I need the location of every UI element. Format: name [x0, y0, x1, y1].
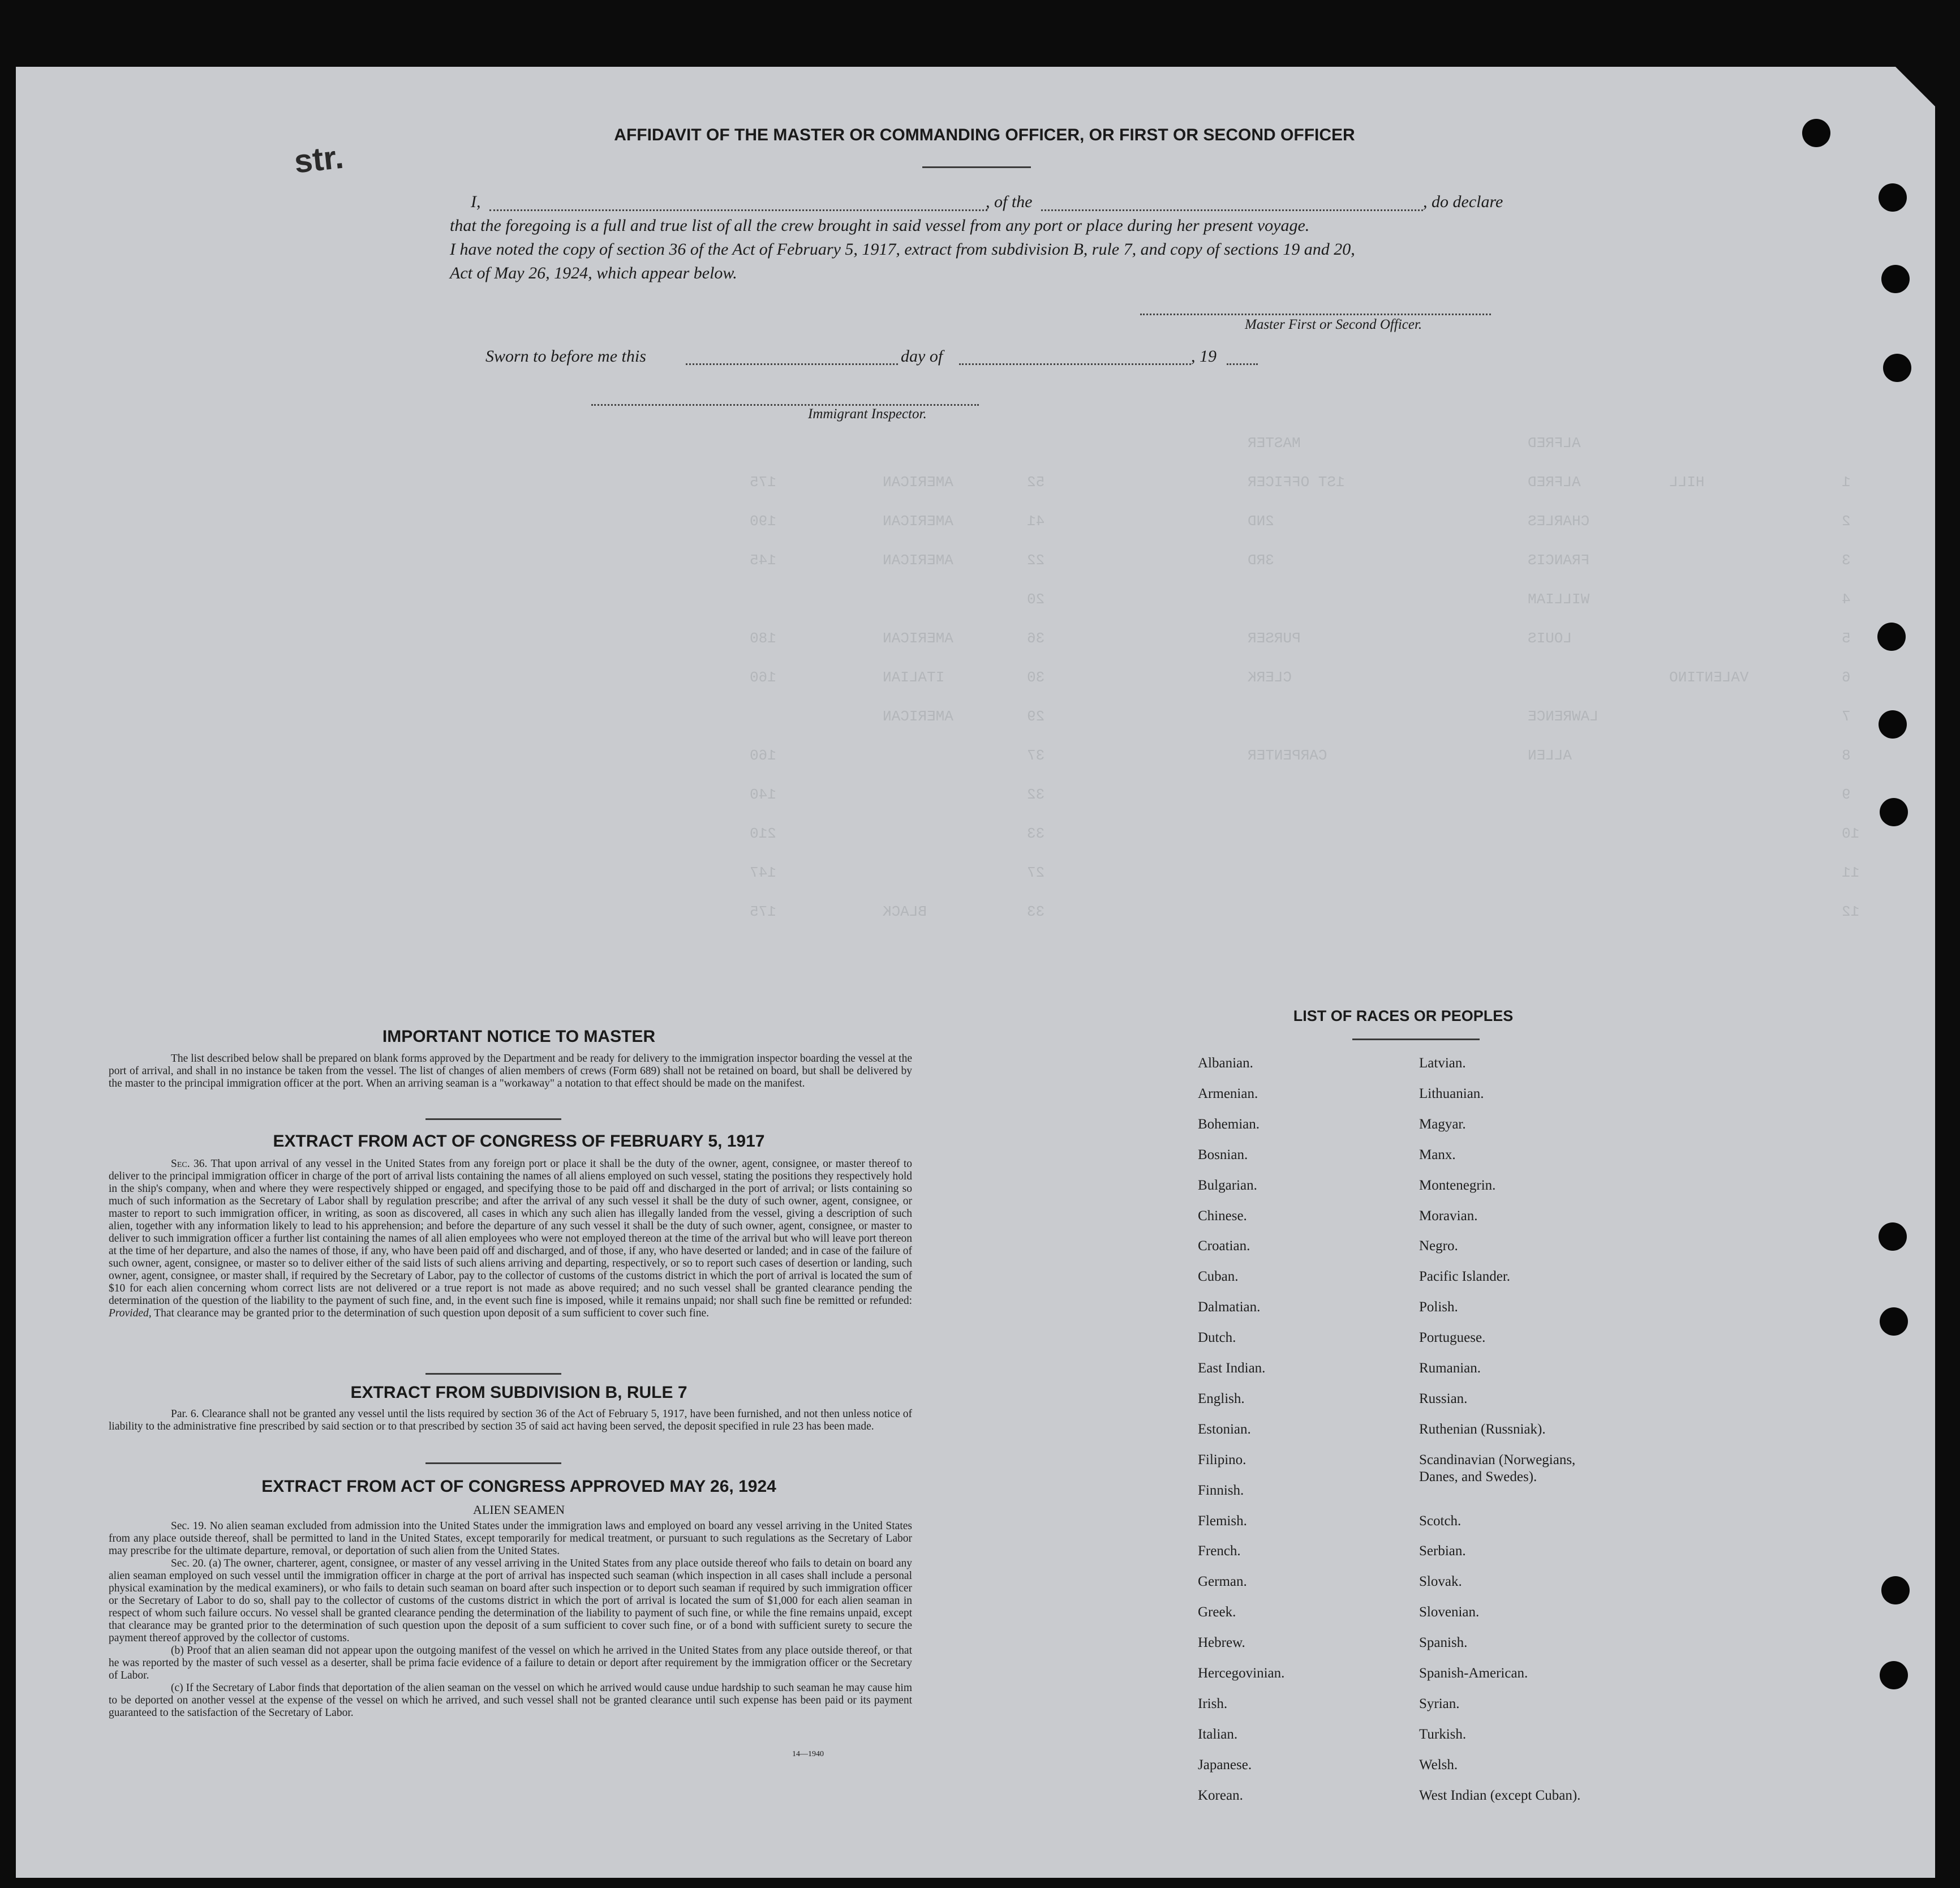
- day-of-label: day of: [901, 347, 943, 366]
- punch-hole-6: [1879, 710, 1907, 739]
- race-left-item: Filipino.: [1198, 1452, 1247, 1468]
- page-corner: [1895, 67, 1958, 129]
- bleed-cell-wt: 175: [750, 474, 776, 491]
- bleed-cell-given: WILLIAM: [1528, 591, 1590, 608]
- bleed-cell-rank: 1ST OFFICER: [1248, 474, 1345, 491]
- race-right-item: Latvian.: [1419, 1055, 1466, 1071]
- race-left-item: Irish.: [1198, 1696, 1228, 1711]
- punch-hole-5: [1877, 623, 1906, 651]
- punch-hole-4: [1883, 354, 1911, 382]
- inspector-signature-line[interactable]: [591, 404, 979, 406]
- race-right-item: Lithuanian.: [1419, 1085, 1484, 1101]
- inspector-label: Immigrant Inspector.: [808, 406, 927, 422]
- rule7-title: EXTRACT FROM SUBDIVISION B, RULE 7: [350, 1383, 687, 1402]
- race-left-item: Bosnian.: [1198, 1147, 1248, 1162]
- bleed-cell-nat: BLACK: [883, 903, 927, 920]
- race-right-item: Montenegrin.: [1419, 1177, 1496, 1193]
- extract-1924-sec19: Sec. 19. No alien seaman excluded from admission into the United States under the immigration laws and employed on board any vessel arriving in the United States from any place outside thereof, shall be permitted to land in the United States, except temporarily for medical treatment, or pursuant to such regulations as the Secretary of Labor may prescribe for the ultimate departure, removal, or deportation of such alien from the United States.: [109, 1520, 912, 1557]
- race-left-item: Korean.: [1198, 1787, 1243, 1803]
- form-number: 14—1940: [792, 1750, 824, 1758]
- extract-1917-body: [109, 1158, 912, 1320]
- extract-1917-proviso-word: Provided,: [109, 1307, 152, 1319]
- bleed-cell-age: 30: [1027, 669, 1045, 686]
- race-left-item: Hebrew.: [1198, 1635, 1245, 1651]
- extract-1924-title: EXTRACT FROM ACT OF CONGRESS APPROVED MAY 26, 1924: [261, 1477, 776, 1496]
- bleed-cell-no: 8: [1842, 747, 1851, 764]
- race-left-item: Armenian.: [1198, 1085, 1258, 1101]
- punch-hole-10: [1881, 1576, 1910, 1604]
- bleed-cell-age: 33: [1027, 825, 1045, 842]
- extract-1917-text: That upon arrival of any vessel in the United States from any foreign port or place it shall be the duty of the owner, agent, consignee, or master thereof to deliver to the principal immigration officer in charge of the port of arrival lists containing the names of all aliens employed on such vessel, stating the positions they respectively hold in the ship's company, when and where they were respectively shipped or engaged, and specifying those to be paid off and discharged in the port of arrival; or lists containing so much of such information as the Secretary of Labor shall by regulation prescribe; and after the arrival of any such vessel it shall be the duty of such owner, agent, consignee, or master to report to such immigration officer, in writing, as soon as discovered, all cases in which any such alien has illegally landed from the vessel, giving a description of such alien, together with any information likely to lead to his apprehension; and before the departure of any such vessel it shall be the duty of such owner, agent, consignee, or master to deliver to such immigration officer a further list containing the names of all alien employees who were not employed thereon at the time of the arrival but who will leave port thereon at the time of her departure, and also the names of those, if any, who have been paid off and discharged, and of those, if any, who have deserted or landed; and in case of the failure of such owner, agent, consignee, or master so to deliver either of the said lists of such aliens arriving and departing, respectively, or so to report such cases of desertion or landing, such owner, agent, consignee, or master shall, if required by the Secretary of Labor, pay to the collector of customs of the customs district in which the port of arrival is located the sum of $10 for each alien concerning whom correct lists are not delivered or a true report is not made as above required; and no such vessel shall be granted clearance pending the determination of the question of the liability to the payment of such fine, and, in the event such fine is imposed, while it remains unpaid; nor shall such fine be remitted or refunded:: [109, 1158, 912, 1307]
- races-title-rule: [1352, 1039, 1480, 1040]
- extract-1924-sec20a: Sec. 20. (a) The owner, charterer, agent, consignee, or master of any vessel arriving in the United States from any place outside thereof who fails to detain on board any alien seaman employed on such vessel until the immigration officer in charge at the port of arrival has inspected such seaman (which inspection in all cases shall include a personal physical examination by the medical examiners), or who fails to detain such seaman on board after such inspection or to deport such seaman if required by such immigration officer or the Secretary of Labor to do so, shall pay to the collector of customs of the customs district in which the port of arrival is located the sum of $1,000 for each alien seaman in respect of whom such failure occurs. No vessel shall be granted clearance pending the determination of the liability to payment of such fine, or while the fine remains unpaid, except that clearance may be granted prior to the determination of such question upon the deposit of a sum sufficient to cover such fine, or of a bond with sufficient surety to secure the payment thereof approved by the collector of customs.: [109, 1557, 912, 1644]
- bleed-cell-surname: VALENTINO: [1669, 669, 1749, 686]
- bleed-cell-age: 37: [1027, 747, 1045, 764]
- race-left-item: Bohemian.: [1198, 1116, 1260, 1132]
- race-left-item: Hercegovinian.: [1198, 1666, 1285, 1681]
- bleed-cell-wt: 210: [750, 825, 776, 842]
- extract-1924-sec20c: (c) If the Secretary of Labor finds that deportation of the alien seaman on the vessel on which he arrived would cause undue hardship to such seaman he may cause him to be deported on another vessel at the expense of the vessel on which he arrived, and such vessel shall not be granted clearance until such expense has been paid or its payment guaranteed to the satisfaction of the Secretary of Labor.: [109, 1682, 912, 1719]
- affidavit-body-line1: that the foregoing is a full and true list of all the crew brought in said vessel from any port or place during her present voyage.: [450, 216, 1310, 235]
- bleed-cell-nat: AMERICAN: [883, 474, 953, 491]
- race-left-item: German.: [1198, 1574, 1247, 1590]
- race-right-item: Slovenian.: [1419, 1604, 1480, 1620]
- races-title: LIST OF RACES OR PEOPLES: [1293, 1007, 1514, 1024]
- i-label: I,: [471, 192, 481, 211]
- bleed-cell-rank: CLERK: [1248, 669, 1292, 686]
- race-right-item: Scotch.: [1419, 1513, 1462, 1529]
- bleed-cell-no: 4: [1842, 591, 1851, 608]
- punch-hole-1: [1802, 119, 1830, 147]
- extract-1924-body: [109, 1520, 912, 1719]
- sworn-day-line[interactable]: [686, 363, 898, 365]
- race-left-item: Bulgarian.: [1198, 1177, 1257, 1193]
- bleed-cell-rank: 2ND: [1248, 513, 1274, 530]
- bleed-cell-wt: 145: [750, 552, 776, 569]
- sworn-year-line[interactable]: [1227, 363, 1258, 365]
- bleed-cell-age: 29: [1027, 708, 1045, 725]
- bleed-cell-given: ALLEN: [1528, 747, 1572, 764]
- extract-1917-proviso-rest: That clearance may be granted prior to the determination of such question upon deposit of a sum sufficient to cover such fine.: [154, 1307, 710, 1319]
- extract-1917-rule: [425, 1373, 561, 1375]
- bleed-cell-age: 22: [1027, 552, 1045, 569]
- bleed-cell-given: LAWRENCE: [1528, 708, 1598, 725]
- bleed-cell-wt: 160: [750, 747, 776, 764]
- punch-hole-7: [1880, 798, 1908, 826]
- bleed-cell-age: 52: [1027, 474, 1045, 491]
- rule7-rule: [425, 1462, 561, 1464]
- bleed-cell-wt: 147: [750, 864, 776, 881]
- race-left-item: Finnish.: [1198, 1482, 1244, 1498]
- extract-1917-lead: Sec. 36.: [171, 1158, 208, 1170]
- bleed-cell-no: 5: [1842, 630, 1851, 647]
- race-right-item: Pacific Islander.: [1419, 1269, 1511, 1285]
- race-left-item: English.: [1198, 1391, 1245, 1406]
- race-right-item: Welsh.: [1419, 1757, 1458, 1773]
- race-right-item: Serbian.: [1419, 1543, 1466, 1559]
- affidavit-body-line3: Act of May 26, 1924, which appear below.: [450, 264, 737, 282]
- bleed-cell-age: 33: [1027, 903, 1045, 920]
- bleed-cell-given: ALFRED: [1528, 474, 1581, 491]
- punch-hole-3: [1881, 265, 1910, 293]
- race-right-item: Syrian.: [1419, 1696, 1460, 1711]
- bleed-cell-no: 10: [1842, 825, 1860, 842]
- bleed-cell-wt: 160: [750, 669, 776, 686]
- race-left-item: Dutch.: [1198, 1330, 1236, 1346]
- affidavit-title: AFFIDAVIT OF THE MASTER OR COMMANDING OFFICER, OR FIRST OR SECOND OFFICER: [614, 126, 1355, 144]
- race-left-item: Cuban.: [1198, 1269, 1239, 1285]
- bleed-cell-age: 41: [1027, 513, 1045, 530]
- race-left-item: Estonian.: [1198, 1421, 1251, 1437]
- race-left-item: Italian.: [1198, 1726, 1238, 1742]
- bleed-cell-no: 11: [1842, 864, 1860, 881]
- extract-1924-sec20b: (b) Proof that an alien seaman did not appear upon the outgoing manifest of the vessel on which he arrived in the United States from any place outside thereof, or that he was reported by the master of such vessel as a deserter, shall be prima facie evidence of a failure to detain or deport after requirement by the immigration officer or the Secretary of Labor.: [109, 1645, 912, 1681]
- race-right-continuation: Danes, and Swedes).: [1419, 1469, 1537, 1484]
- notice-rule: [425, 1118, 561, 1120]
- race-right-item: Spanish.: [1419, 1635, 1468, 1651]
- bleed-cell-nat: AMERICAN: [883, 708, 953, 725]
- race-right-item: Manx.: [1419, 1147, 1456, 1162]
- bleed-cell-no: 12: [1842, 903, 1860, 920]
- bleed-cell-surname: HILL: [1669, 474, 1705, 491]
- extract-1924-subtitle: ALIEN SEAMEN: [473, 1503, 565, 1517]
- race-right-item: Portuguese.: [1419, 1330, 1486, 1346]
- bleed-cell-wt: 140: [750, 786, 776, 803]
- punch-hole-8: [1879, 1222, 1907, 1251]
- bleed-cell-nat: AMERICAN: [883, 513, 953, 530]
- bleed-cell-no: 7: [1842, 708, 1851, 725]
- notice-body: The list described below shall be prepared on blank forms approved by the Department and be ready for delivery to the immigration inspector boarding the vessel at the port of arrival, and shall in no instance be taken from the vessel. The list of changes of alien members of crews (Form 689) shall not be retained on board, but shall be delivered by the master to the principal immigration officer at the port. When an arriving seaman is a "workaway" a notation to that effect should be made on the manifest.: [109, 1053, 912, 1089]
- of-the-label: , of the: [986, 192, 1033, 211]
- bleed-cell-no: 3: [1842, 552, 1851, 569]
- affidavit-body-line2: I have noted the copy of section 36 of the Act of February 5, 1917, extract from subdivision B, rule 7, and copy of sections 19 and 20,: [450, 240, 1355, 259]
- race-left-item: East Indian.: [1198, 1361, 1266, 1376]
- punch-hole-2: [1879, 183, 1907, 212]
- sworn-month-line[interactable]: [959, 363, 1191, 365]
- bleed-cell-nat: ITALIAN: [883, 669, 945, 686]
- bleed-cell-given: CHARLES: [1528, 513, 1590, 530]
- bleed-cell-nat: AMERICAN: [883, 552, 953, 569]
- race-right-item: West Indian (except Cuban).: [1419, 1787, 1581, 1803]
- notice-title: IMPORTANT NOTICE TO MASTER: [382, 1027, 656, 1046]
- bleed-cell-age: 32: [1027, 786, 1045, 803]
- race-left-item: Dalmatian.: [1198, 1299, 1261, 1315]
- race-left-item: Greek.: [1198, 1604, 1236, 1620]
- bleed-cell-age: 36: [1027, 630, 1045, 647]
- master-name-line[interactable]: [489, 209, 987, 211]
- affidavit-title-rule: [922, 166, 1031, 168]
- bleed-cell-wt: 190: [750, 513, 776, 530]
- race-right-item: Russian.: [1419, 1391, 1468, 1406]
- race-right-item: Slovak.: [1419, 1574, 1462, 1590]
- race-right-item: Magyar.: [1419, 1116, 1466, 1132]
- bleed-cell-nat: AMERICAN: [883, 630, 953, 647]
- bleed-cell-rank: MASTER: [1248, 435, 1301, 452]
- declare-label: , do declare: [1423, 192, 1503, 211]
- bleed-cell-given: ALFRED: [1528, 435, 1581, 452]
- punch-hole-11: [1880, 1661, 1908, 1689]
- bleed-cell-age: 20: [1027, 591, 1045, 608]
- bleed-cell-given: FRANCIS: [1528, 552, 1590, 569]
- sworn-label: Sworn to before me this: [485, 347, 646, 366]
- bleed-cell-wt: 175: [750, 903, 776, 920]
- race-left-item: Croatian.: [1198, 1238, 1250, 1254]
- bleed-cell-no: 6: [1842, 669, 1851, 686]
- race-right-item: Rumanian.: [1419, 1361, 1481, 1376]
- bleed-cell-rank: PURSER: [1248, 630, 1301, 647]
- race-right-item: Polish.: [1419, 1299, 1458, 1315]
- bleed-cell-given: LOUIS: [1528, 630, 1572, 647]
- punch-hole-9: [1880, 1307, 1908, 1336]
- race-left-item: Chinese.: [1198, 1208, 1247, 1224]
- vessel-name-line[interactable]: [1041, 209, 1423, 211]
- bleed-cell-no: 1: [1842, 474, 1851, 491]
- master-label: Master First or Second Officer.: [1245, 317, 1422, 332]
- race-right-item: Ruthenian (Russniak).: [1419, 1421, 1546, 1437]
- year-label: , 19: [1191, 347, 1217, 366]
- race-right-item: Spanish-American.: [1419, 1666, 1528, 1681]
- extract-1917-title: EXTRACT FROM ACT OF CONGRESS OF FEBRUARY 5, 1917: [273, 1132, 765, 1151]
- bleed-cell-rank: CARPENTER: [1248, 747, 1327, 764]
- bleed-cell-no: 2: [1842, 513, 1851, 530]
- bleed-cell-age: 27: [1027, 864, 1045, 881]
- race-right-item: Moravian.: [1419, 1208, 1478, 1224]
- bleed-cell-no: 9: [1842, 786, 1851, 803]
- race-left-item: Albanian.: [1198, 1055, 1253, 1071]
- master-signature-line[interactable]: [1140, 314, 1491, 315]
- race-right-item: Negro.: [1419, 1238, 1458, 1254]
- race-right-item: Turkish.: [1419, 1726, 1467, 1742]
- bleed-cell-wt: 180: [750, 630, 776, 647]
- race-right-item: Scandinavian (Norwegians,: [1419, 1452, 1576, 1468]
- race-left-item: French.: [1198, 1543, 1241, 1559]
- race-left-item: Flemish.: [1198, 1513, 1247, 1529]
- stamp-mark: str.: [292, 138, 346, 181]
- bleed-cell-rank: 3RD: [1248, 552, 1274, 569]
- race-left-item: Japanese.: [1198, 1757, 1252, 1773]
- rule7-body: Par. 6. Clearance shall not be granted any vessel until the lists required by section 36 of the Act of February 5, 1917, have been furnished, and not then unless notice of liability to the administrative fine prescribed by said section or to that prescribed by section 35 of said act having been served, the deposit specified in rule 23 has been made.: [109, 1408, 912, 1432]
